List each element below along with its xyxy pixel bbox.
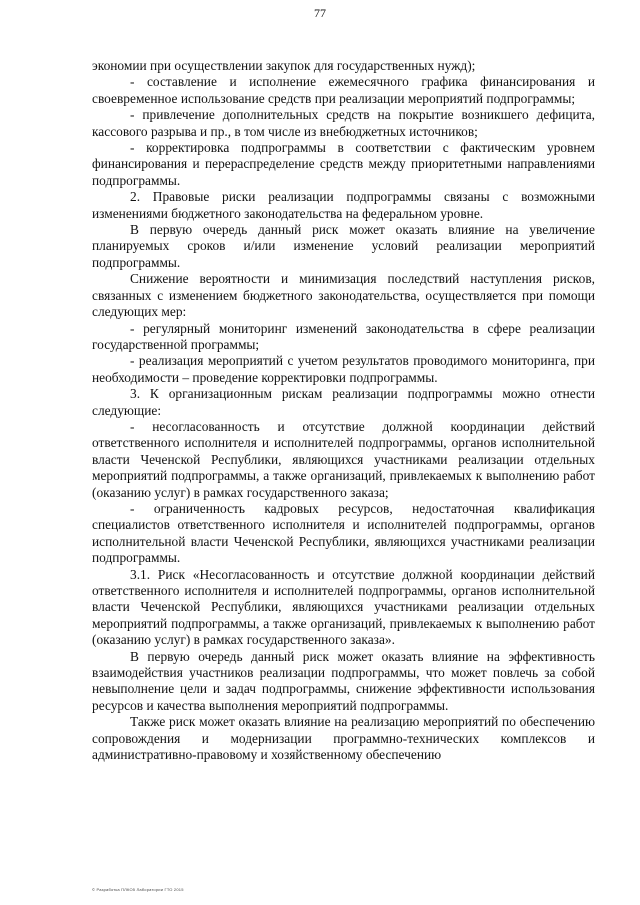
list-item-monitoring: - регулярный мониторинг изменений законодательства в сфере реализации государственной программы; [92,320,595,352]
paragraph-risk-mitigation: Снижение вероятности и минимизация последствий наступления рисков, связанных с изменением бюджетного законодательства, осуществляется при помощи следующих мер: [92,271,595,320]
list-item-staffing: - ограниченность кадровых ресурсов, недостаточная квалификация специалистов ответственного исполнителя и исполнителей подпрограммы, органов исполнительной власти Чеченской Республики, являющихся участниками реализации подпрограммы. [92,500,595,566]
paragraph-risk-3-1: 3.1. Риск «Несогласованность и отсутствие должной координации действий ответственного исполнителя и исполнителей подпрограммы, органов исполнительной власти Чеченской Республики, являющихся участниками реализации отдельных мероприятий подпрограммы, а также организаций, привлекаемых к выполнению работ (оказанию услуг) в рамках государственного заказа». [92,566,595,648]
page-number: 77 [314,6,326,20]
list-item-coordination: - несогласованность и отсутствие должной координации действий ответственного исполнителя и исполнителей подпрограммы, органов исполнительной власти Чеченской Республики, являющихся участниками реализации отдельных мероприятий подпрограммы, а также организаций, привлекаемых к выполнению работ (оказанию услуг) в рамках государственного заказа; [92,418,595,500]
list-item-additional-funds: - привлечение дополнительных средств на покрытие возникшего дефицита, кассового разрыва и пр., в том числе из внебюджетных источников; [92,107,595,139]
paragraph-organizational-risks: 3. К организационным рискам реализации подпрограммы можно отнести следующие: [92,386,595,418]
list-item-financing-schedule: - составление и исполнение ежемесячного графика финансирования и своевременное использование средств при реализации мероприятий подпрограммы; [92,74,595,106]
list-item-corrective-actions: - реализация мероприятий с учетом результатов проводимого мониторинга, при необходимости – проведение корректировки подпрограммы. [92,353,595,385]
footer-note: © Разработка ПЛКО5 Лаборатории ГТО 2015 [92,887,184,892]
document-body [92,58,595,763]
paragraph-continuation: экономии при осуществлении закупок для государственных нужд); [92,58,476,73]
paragraph-risk-3-1-impact: В первую очередь данный риск может оказать влияние на эффективность взаимодействия участников реализации подпрограммы, что может повлечь за собой невыполнение цели и задач подпрограммы, снижение эффективности использования ресурсов и качества выполнения мероприятий подпрограммы. [92,648,595,713]
paragraph-legal-risk-impact: В первую очередь данный риск может оказать влияние на увеличение планируемых сроков и/или изменение условий реализации мероприятий подпрограммы. [92,222,595,270]
list-item-program-adjustment: - корректировка подпрограммы в соответствии с фактическим уровнем финансирования и перераспределение средств между приоритетными направлениями подпрограммы. [92,140,595,188]
paragraph-risk-3-1-additional: Также риск может оказать влияние на реализацию мероприятий по обеспечению сопровождения и модернизации программно-технических комплексов и административно-правовому и хозяйственному обеспечению [92,714,595,763]
paragraph-legal-risks: 2. Правовые риски реализации подпрограммы связаны с возможными изменениями бюджетного законодательства на федеральном уровне. [92,189,595,221]
